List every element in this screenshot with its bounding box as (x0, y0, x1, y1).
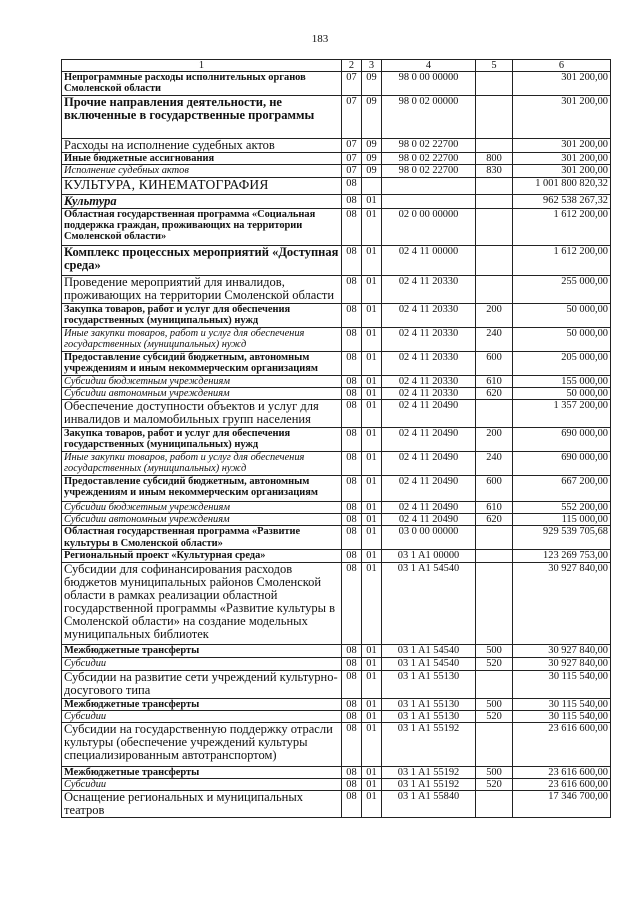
target-article-cell: 02 4 11 00000 (382, 245, 476, 275)
target-article-cell (382, 177, 476, 194)
amount-cell: 23 616 600,00 (513, 723, 611, 767)
expense-type-cell: 800 (476, 153, 513, 165)
item-name-cell: Обеспечение доступности объектов и услуг для инвалидов и маломобильных групп населения (62, 400, 342, 428)
table-row (62, 698, 611, 710)
target-article-cell: 03 0 00 00000 (382, 526, 476, 550)
table-row (62, 208, 611, 245)
section-code-cell: 08 (342, 526, 362, 550)
item-name-cell: Областная государственная программа «Социальная поддержка граждан, проживающих на территории Смоленской области» (62, 208, 342, 245)
target-article-cell: 02 4 11 20490 (382, 452, 476, 476)
table-row (62, 428, 611, 452)
item-name-cell: Оснащение региональных и муниципальных театров (62, 791, 342, 818)
item-name-cell: Региональный проект «Культурная среда» (62, 550, 342, 563)
section-code-cell: 08 (342, 767, 362, 779)
target-article-cell: 03 1 A1 55192 (382, 779, 476, 791)
amount-cell: 552 200,00 (513, 502, 611, 514)
amount-cell: 30 927 840,00 (513, 645, 611, 658)
subsection-code-cell: 01 (362, 710, 382, 722)
header-cell: 1 (62, 60, 342, 72)
section-code-cell: 08 (342, 710, 362, 722)
item-name-cell: Субсидии (62, 710, 342, 722)
amount-cell: 301 200,00 (513, 72, 611, 96)
expense-type-cell: 240 (476, 452, 513, 476)
subsection-code-cell: 01 (362, 645, 382, 658)
target-article-cell: 98 0 02 22700 (382, 165, 476, 177)
item-name-cell: Субсидии на государственную поддержку отрасли культуры (обеспечение учреждений культуры специализированным автотранспортом) (62, 723, 342, 767)
item-name-cell: Исполнение судебных актов (62, 165, 342, 177)
expense-type-cell (476, 245, 513, 275)
subsection-code-cell: 09 (362, 153, 382, 165)
section-code-cell: 08 (342, 779, 362, 791)
section-code-cell: 08 (342, 177, 362, 194)
target-article-cell: 02 4 11 20330 (382, 375, 476, 387)
amount-cell: 301 200,00 (513, 139, 611, 153)
expense-type-cell: 600 (476, 476, 513, 502)
expense-type-cell: 610 (476, 502, 513, 514)
expense-type-cell (476, 208, 513, 245)
table-row (62, 351, 611, 375)
target-article-cell: 02 4 11 20330 (382, 303, 476, 327)
amount-cell: 50 000,00 (513, 327, 611, 351)
subsection-code-cell: 01 (362, 779, 382, 791)
expense-type-cell (476, 72, 513, 96)
subsection-code-cell: 01 (362, 194, 382, 208)
section-code-cell: 08 (342, 645, 362, 658)
amount-cell: 301 200,00 (513, 165, 611, 177)
amount-cell: 929 539 705,68 (513, 526, 611, 550)
table-row (62, 710, 611, 722)
section-code-cell: 08 (342, 400, 362, 428)
amount-cell: 690 000,00 (513, 428, 611, 452)
subsection-code-cell: 01 (362, 723, 382, 767)
item-name-cell: Иные бюджетные ассигнования (62, 153, 342, 165)
table-row (62, 767, 611, 779)
table-row (62, 550, 611, 563)
subsection-code-cell: 01 (362, 670, 382, 698)
expense-type-cell (476, 194, 513, 208)
subsection-code-cell: 09 (362, 96, 382, 139)
subsection-code-cell: 01 (362, 375, 382, 387)
target-article-cell: 98 0 02 00000 (382, 96, 476, 139)
amount-cell: 50 000,00 (513, 303, 611, 327)
subsection-code-cell: 01 (362, 400, 382, 428)
amount-cell: 690 000,00 (513, 452, 611, 476)
target-article-cell: 98 0 02 22700 (382, 153, 476, 165)
table-row (62, 658, 611, 670)
amount-cell: 23 616 600,00 (513, 779, 611, 791)
item-name-cell: Предоставление субсидий бюджетным, автономным учреждениям и иным некоммерческим организациям (62, 476, 342, 502)
expense-type-cell (476, 400, 513, 428)
target-article-cell: 02 4 11 20330 (382, 387, 476, 399)
section-code-cell: 08 (342, 387, 362, 399)
amount-cell: 23 616 600,00 (513, 767, 611, 779)
expense-type-cell (476, 96, 513, 139)
subsection-code-cell: 01 (362, 387, 382, 399)
subsection-code-cell: 01 (362, 476, 382, 502)
amount-cell: 962 538 267,32 (513, 194, 611, 208)
subsection-code-cell: 01 (362, 550, 382, 563)
subsection-code-cell: 01 (362, 658, 382, 670)
item-name-cell: Предоставление субсидий бюджетным, автономным учреждениям и иным некоммерческим организациям (62, 351, 342, 375)
item-name-cell: Иные закупки товаров, работ и услуг для обеспечения государственных (муниципальных) нужд (62, 452, 342, 476)
subsection-code-cell: 01 (362, 428, 382, 452)
target-article-cell: 02 4 11 20330 (382, 351, 476, 375)
header-cell: 3 (362, 60, 382, 72)
section-code-cell: 08 (342, 208, 362, 245)
expense-type-cell: 200 (476, 428, 513, 452)
amount-cell: 667 200,00 (513, 476, 611, 502)
section-code-cell: 08 (342, 476, 362, 502)
budget-table (61, 59, 611, 818)
subsection-code-cell: 01 (362, 351, 382, 375)
expense-type-cell (476, 526, 513, 550)
target-article-cell: 03 1 A1 55130 (382, 698, 476, 710)
amount-cell: 1 357 200,00 (513, 400, 611, 428)
amount-cell: 30 927 840,00 (513, 658, 611, 670)
expense-type-cell: 500 (476, 767, 513, 779)
item-name-cell: Субсидии бюджетным учреждениям (62, 502, 342, 514)
header-cell: 2 (342, 60, 362, 72)
amount-cell: 50 000,00 (513, 387, 611, 399)
target-article-cell: 02 4 11 20330 (382, 275, 476, 303)
subsection-code-cell: 01 (362, 514, 382, 526)
target-article-cell: 03 1 A1 54540 (382, 658, 476, 670)
table-row (62, 645, 611, 658)
item-name-cell: Закупка товаров, работ и услуг для обеспечения государственных (муниципальных) нужд (62, 428, 342, 452)
target-article-cell: 98 0 02 22700 (382, 139, 476, 153)
subsection-code-cell: 01 (362, 452, 382, 476)
section-code-cell: 08 (342, 275, 362, 303)
section-code-cell: 08 (342, 670, 362, 698)
expense-type-cell (476, 563, 513, 645)
header-cell: 6 (513, 60, 611, 72)
section-code-cell: 08 (342, 327, 362, 351)
section-code-cell: 08 (342, 550, 362, 563)
item-name-cell: КУЛЬТУРА, КИНЕМАТОГРАФИЯ (62, 177, 342, 194)
table-row (62, 476, 611, 502)
item-name-cell: Культура (62, 194, 342, 208)
amount-cell: 123 269 753,00 (513, 550, 611, 563)
subsection-code-cell: 01 (362, 275, 382, 303)
expense-type-cell: 520 (476, 779, 513, 791)
subsection-code-cell (362, 177, 382, 194)
section-code-cell: 08 (342, 723, 362, 767)
table-row (62, 502, 611, 514)
section-code-cell: 08 (342, 502, 362, 514)
section-code-cell: 07 (342, 72, 362, 96)
expense-type-cell: 600 (476, 351, 513, 375)
header-row (62, 60, 611, 72)
section-code-cell: 07 (342, 139, 362, 153)
amount-cell: 17 346 700,00 (513, 791, 611, 818)
item-name-cell: Закупка товаров, работ и услуг для обеспечения государственных (муниципальных) нужд (62, 303, 342, 327)
expense-type-cell (476, 670, 513, 698)
target-article-cell: 02 4 11 20490 (382, 428, 476, 452)
table-row (62, 275, 611, 303)
table-row (62, 723, 611, 767)
subsection-code-cell: 01 (362, 327, 382, 351)
amount-cell: 115 000,00 (513, 514, 611, 526)
target-article-cell: 02 4 11 20330 (382, 327, 476, 351)
section-code-cell: 08 (342, 303, 362, 327)
section-code-cell: 07 (342, 153, 362, 165)
target-article-cell: 03 1 A1 55192 (382, 767, 476, 779)
subsection-code-cell: 09 (362, 139, 382, 153)
header-cell: 4 (382, 60, 476, 72)
subsection-code-cell: 01 (362, 526, 382, 550)
item-name-cell: Непрограммные расходы исполнительных органов Смоленской области (62, 72, 342, 96)
table-row (62, 400, 611, 428)
target-article-cell: 03 1 A1 55130 (382, 710, 476, 722)
target-article-cell: 03 1 A1 54540 (382, 645, 476, 658)
item-name-cell: Субсидии автономным учреждениям (62, 387, 342, 399)
table-row (62, 303, 611, 327)
subsection-code-cell: 01 (362, 245, 382, 275)
section-code-cell: 08 (342, 428, 362, 452)
header-cell: 5 (476, 60, 513, 72)
item-name-cell: Областная государственная программа «Развитие культуры в Смоленской области» (62, 526, 342, 550)
amount-cell: 30 115 540,00 (513, 710, 611, 722)
expense-type-cell (476, 139, 513, 153)
item-name-cell: Межбюджетные трансферты (62, 698, 342, 710)
table-row (62, 194, 611, 208)
expense-type-cell: 620 (476, 387, 513, 399)
expense-type-cell: 240 (476, 327, 513, 351)
item-name-cell: Межбюджетные трансферты (62, 645, 342, 658)
table-row (62, 514, 611, 526)
target-article-cell: 02 4 11 20490 (382, 514, 476, 526)
amount-cell: 205 000,00 (513, 351, 611, 375)
expense-type-cell (476, 723, 513, 767)
item-name-cell: Субсидии автономным учреждениям (62, 514, 342, 526)
table-row (62, 327, 611, 351)
section-code-cell: 08 (342, 791, 362, 818)
item-name-cell: Комплекс процессных мероприятий «Доступная среда» (62, 245, 342, 275)
target-article-cell: 03 1 A1 55192 (382, 723, 476, 767)
subsection-code-cell: 09 (362, 165, 382, 177)
target-article-cell (382, 194, 476, 208)
item-name-cell: Субсидии на развитие сети учреждений культурно-досугового типа (62, 670, 342, 698)
section-code-cell: 08 (342, 375, 362, 387)
item-name-cell: Расходы на исполнение судебных актов (62, 139, 342, 153)
table-row (62, 153, 611, 165)
expense-type-cell (476, 550, 513, 563)
amount-cell: 30 115 540,00 (513, 670, 611, 698)
amount-cell: 1 612 200,00 (513, 208, 611, 245)
section-code-cell: 08 (342, 698, 362, 710)
subsection-code-cell: 01 (362, 502, 382, 514)
expense-type-cell (476, 177, 513, 194)
target-article-cell: 02 4 11 20490 (382, 400, 476, 428)
target-article-cell: 03 1 A1 55130 (382, 670, 476, 698)
table-row (62, 779, 611, 791)
expense-type-cell: 200 (476, 303, 513, 327)
expense-type-cell: 520 (476, 658, 513, 670)
section-code-cell: 07 (342, 165, 362, 177)
target-article-cell: 03 1 A1 55840 (382, 791, 476, 818)
target-article-cell: 03 1 A1 54540 (382, 563, 476, 645)
expense-type-cell: 620 (476, 514, 513, 526)
target-article-cell: 02 4 11 20490 (382, 502, 476, 514)
subsection-code-cell: 01 (362, 767, 382, 779)
item-name-cell: Субсидии (62, 658, 342, 670)
amount-cell: 301 200,00 (513, 153, 611, 165)
table-row (62, 245, 611, 275)
table-row (62, 526, 611, 550)
item-name-cell: Субсидии (62, 779, 342, 791)
amount-cell: 155 000,00 (513, 375, 611, 387)
table-row (62, 177, 611, 194)
amount-cell: 1 001 800 820,32 (513, 177, 611, 194)
section-code-cell: 08 (342, 514, 362, 526)
section-code-cell: 08 (342, 351, 362, 375)
target-article-cell: 03 1 A1 00000 (382, 550, 476, 563)
amount-cell: 30 927 840,00 (513, 563, 611, 645)
table-row (62, 96, 611, 139)
table-row (62, 72, 611, 96)
table-row (62, 563, 611, 645)
table-row (62, 670, 611, 698)
subsection-code-cell: 01 (362, 791, 382, 818)
section-code-cell: 08 (342, 563, 362, 645)
subsection-code-cell: 01 (362, 698, 382, 710)
subsection-code-cell: 01 (362, 303, 382, 327)
amount-cell: 301 200,00 (513, 96, 611, 139)
subsection-code-cell: 01 (362, 208, 382, 245)
section-code-cell: 07 (342, 96, 362, 139)
section-code-cell: 08 (342, 452, 362, 476)
table-row (62, 452, 611, 476)
item-name-cell: Межбюджетные трансферты (62, 767, 342, 779)
target-article-cell: 98 0 00 00000 (382, 72, 476, 96)
item-name-cell: Иные закупки товаров, работ и услуг для обеспечения государственных (муниципальных) нужд (62, 327, 342, 351)
expense-type-cell: 830 (476, 165, 513, 177)
expense-type-cell (476, 791, 513, 818)
table-row (62, 791, 611, 818)
section-code-cell: 08 (342, 245, 362, 275)
expense-type-cell (476, 275, 513, 303)
expense-type-cell: 500 (476, 645, 513, 658)
expense-type-cell: 610 (476, 375, 513, 387)
table-row (62, 387, 611, 399)
section-code-cell: 08 (342, 658, 362, 670)
item-name-cell: Прочие направления деятельности, не включенные в государственные программы (62, 96, 342, 139)
item-name-cell: Субсидии бюджетным учреждениям (62, 375, 342, 387)
subsection-code-cell: 01 (362, 563, 382, 645)
section-code-cell: 08 (342, 194, 362, 208)
page-number: 183 (311, 33, 329, 45)
expense-type-cell: 520 (476, 710, 513, 722)
item-name-cell: Проведение мероприятий для инвалидов, проживающих на территории Смоленской области (62, 275, 342, 303)
expense-type-cell: 500 (476, 698, 513, 710)
table-row (62, 165, 611, 177)
table-row (62, 139, 611, 153)
amount-cell: 255 000,00 (513, 275, 611, 303)
amount-cell: 30 115 540,00 (513, 698, 611, 710)
target-article-cell: 02 0 00 00000 (382, 208, 476, 245)
item-name-cell: Субсидии для софинансирования расходов бюджетов муниципальных районов Смоленской области в рамках реализации областной государственной программы «Развитие культуры в Смоленской области» на создание модельных муниципальных библиотек (62, 563, 342, 645)
budget-table-body (62, 60, 611, 818)
table-row (62, 375, 611, 387)
amount-cell: 1 612 200,00 (513, 245, 611, 275)
subsection-code-cell: 09 (362, 72, 382, 96)
target-article-cell: 02 4 11 20490 (382, 476, 476, 502)
